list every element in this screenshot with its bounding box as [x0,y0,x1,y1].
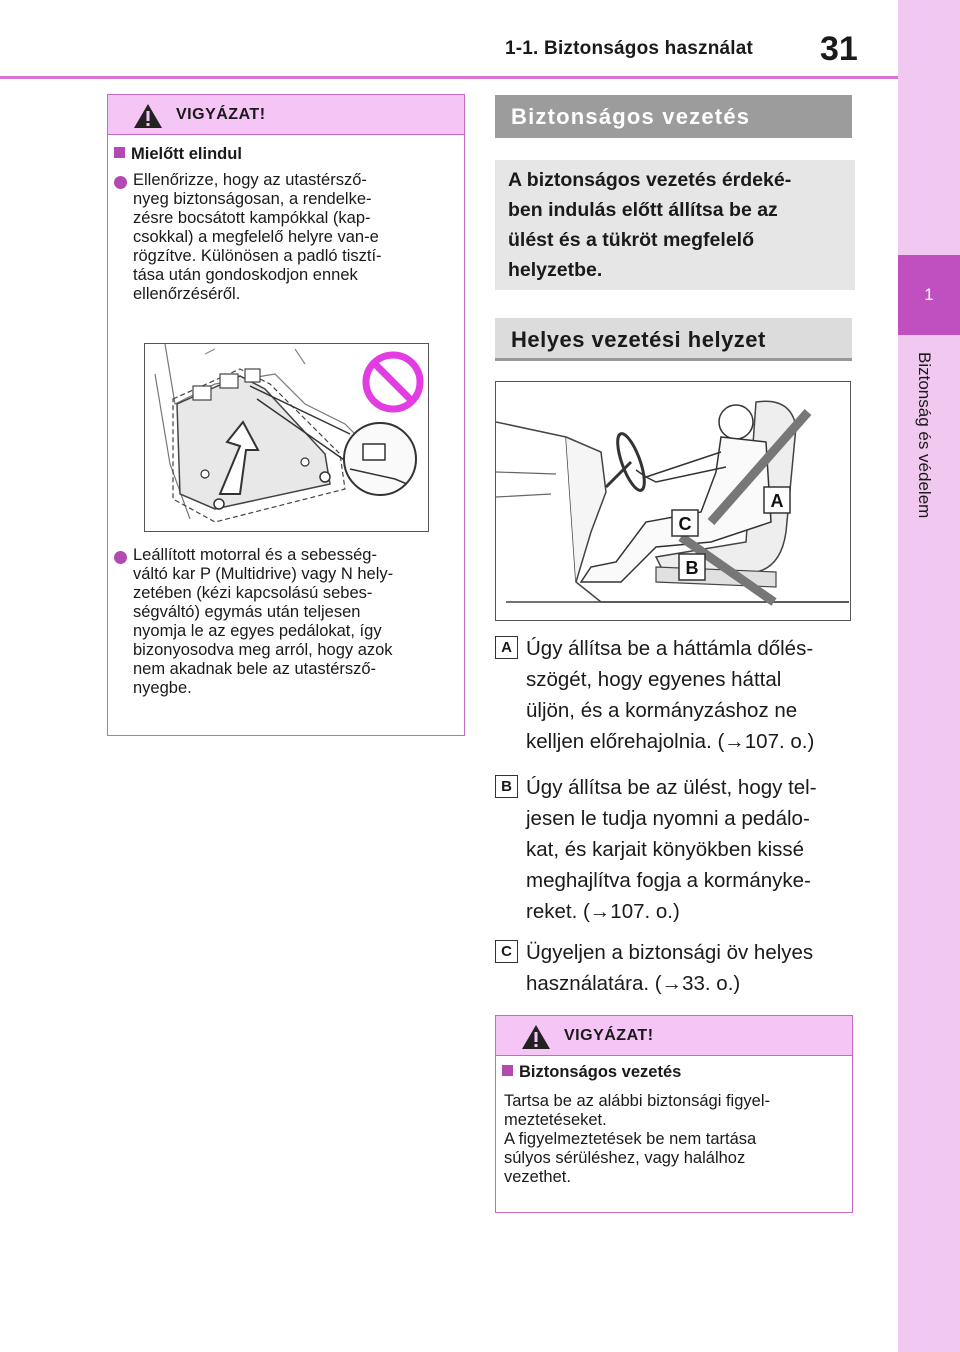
warning-triangle-icon [133,103,163,129]
intro-text: A biztonságos vezetés érdeké- ben indulás előtt állítsa be az ülést és a tükröt megfelelő helyzetbe. [508,169,792,281]
figure-label-c [672,510,698,536]
item-a-text: Úgy állítsa be a háttámla dőlés- szögét, hogy egyenes háttal üljön, és a kormányzáshoz ne kelljen előrehajolnia. (→107. o.) [526,637,815,753]
intro-box [495,160,855,290]
bullet-square-icon [502,1065,513,1076]
chapter-title-tab: Biztonság és védelem [915,352,934,519]
page-number: 31 [820,30,858,68]
item-badge-c: C [495,940,518,963]
driver-seat-illustration [496,382,849,619]
floor-mat-figure [144,343,429,532]
bullet-text-1: Ellenőrizze, hogy az utastérsző- nyeg biztonságosan, a rendelke- zésre bocsátott kampókkal (kap- csokkal) a megfelelő helyre van-e rögzítve. Különösen a padló tisztí- tása után gondoskodjon ennek ellenőrzéséről. [133,171,382,303]
chapter-number-tab[interactable]: 1 [898,255,960,335]
warning-header [108,95,464,135]
bullet-square-icon [114,147,125,158]
item-c-text: Ügyeljen a biztonsági öv helyes használatára. (→33. o.) [526,941,814,995]
warning-title: VIGYÁZAT! [176,106,266,123]
figure-label-a [764,487,790,513]
item-b-text: Úgy állítsa be az ülést, hogy tel- jesen le tudja nyomni a pedálo- kat, és karjait könyökben kissé meghajlítva fogja a kormányke- reket. (→107. o.) [526,776,817,923]
driving-position-figure [495,381,851,621]
warning-subheading: Mielőtt elindul [114,145,242,164]
header-rule [0,76,898,79]
svg-text:B: B [685,558,699,578]
prohibited-icon [366,355,420,409]
bullet-dot-icon [114,176,127,189]
svg-text:C: C [678,514,692,534]
floor-mat-illustration [145,344,427,530]
warning-triangle-icon [521,1024,551,1050]
subsection-heading [495,318,852,361]
chapter-tab-strip [898,0,960,1352]
bullet-dot-icon [114,551,127,564]
warning-body: Tartsa be az alábbi biztonsági figyel- meztetéseket. A figyelmeztetések be nem tartása súlyos sérüléshez, vagy halálhoz vezethet. [504,1092,770,1186]
running-header: 1-1. Biztonságos használat [505,38,754,59]
item-badge-a: A [495,636,518,659]
section-title: Biztonságos vezetés [511,104,751,129]
bullet-text-2: Leállított motorral és a sebesség- váltó kar P (Multidrive) vagy N hely- zetében (kézi kapcsolású sebes- ségváltó) egymás után teljesen nyomja le az egyes pedálokat, így bizonyosodva meg arról, hogy azok nem akadnak bele az utastérsző- nyegbe. [133,546,394,697]
warning-subheading: Biztonságos vezetés [502,1063,681,1082]
item-badge-b: B [495,775,518,798]
warning-title: VIGYÁZAT! [564,1027,654,1044]
warning-box-floor-mat [107,94,465,736]
figure-label-b [679,554,705,580]
svg-text:A: A [770,491,784,511]
subsection-title: Helyes vezetési helyzet [511,327,766,352]
warning-header [496,1016,852,1056]
section-heading [495,95,852,138]
warning-box-safe-driving [495,1015,853,1213]
